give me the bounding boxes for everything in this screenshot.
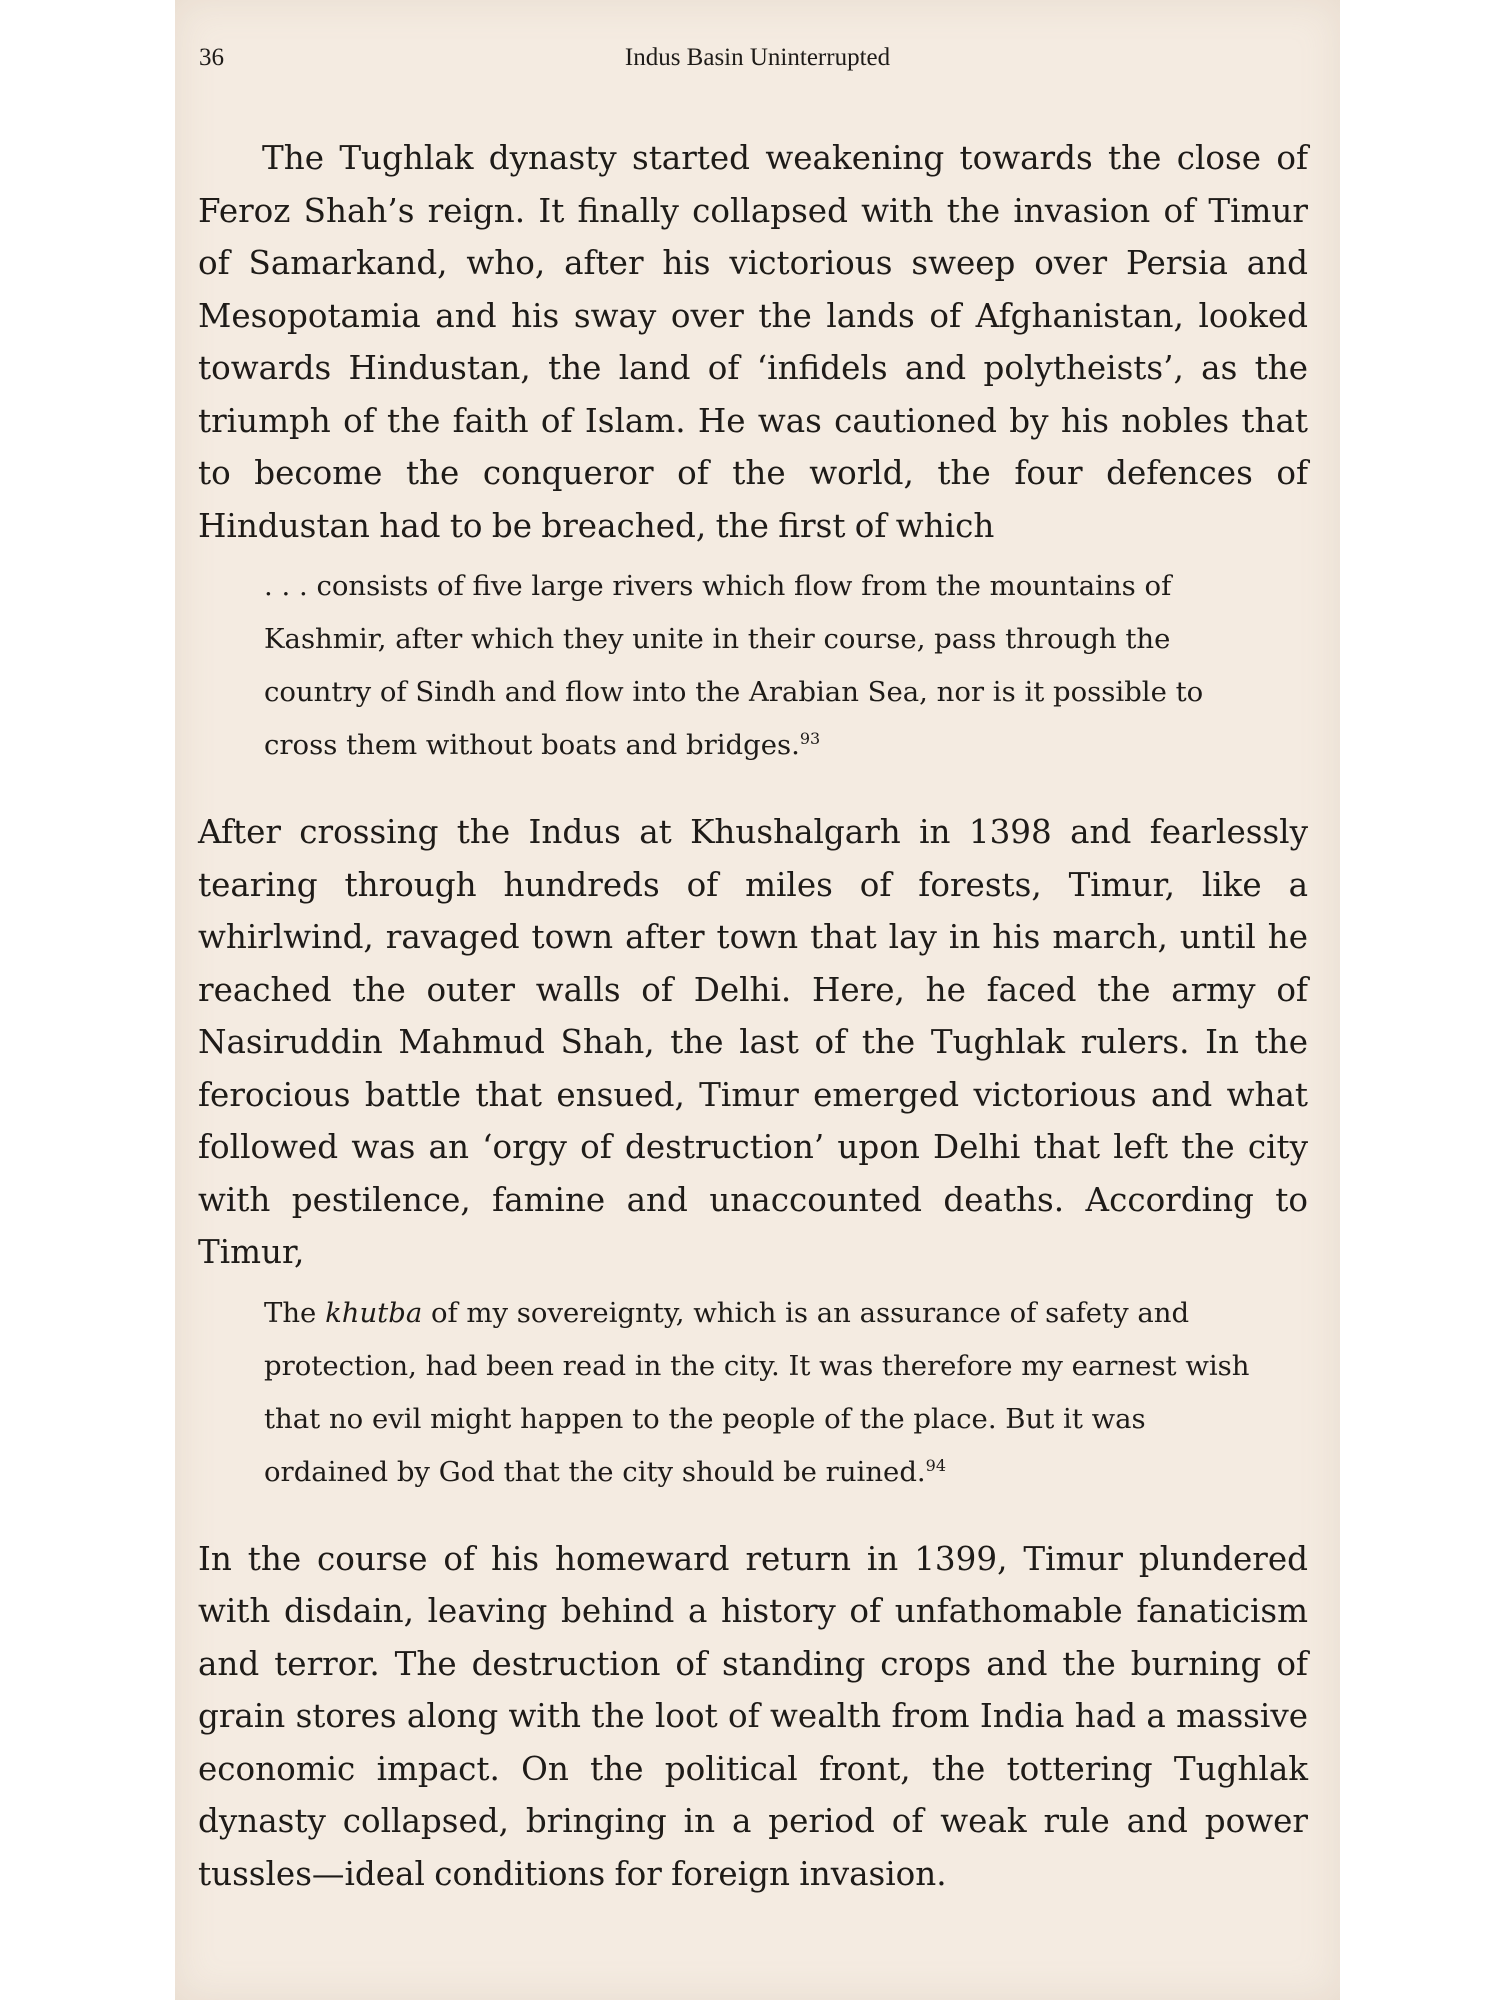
page-number: 36 bbox=[199, 44, 224, 71]
body-text bbox=[198, 132, 1308, 1900]
paragraph-timur-invasion: After crossing the Indus at Khushalgarh in 1398 and fearlessly tearing through hundreds of miles of forests, Timur, like a whirlwind, ravaged town after town that lay in his march, until he reached the outer walls of Delhi. Here, he faced the army of Nasiruddin Mahmud Shah, the last of the Tughlak rulers. In the ferocious battle that ensued, Timur emerged victorious and what followed was an ‘orgy of destruction’ upon Delhi that left the city with pestilence, famine and unaccounted deaths. According to Timur, bbox=[198, 813, 1308, 1271]
paragraph-homeward-return: In the course of his homeward return in 1399, Timur plundered with disdain, leaving behind a history of unfathomable fanaticism and terror. The destruction of standing crops and the burning of grain stores along with the loot of wealth from India had a massive economic impact. On the political front, the tottering Tughlak dynasty collapsed, bringing in a period of weak rule and power tussles—ideal conditions for foreign invasion. bbox=[198, 1539, 1308, 1893]
quote-text: of my sovereignty, which is an assurance of safety and protection, had been read in the city. It was therefore my earnest wish that no evil might happen to the people of the place. But it was ordained by God that the city should be ruined. bbox=[264, 1296, 1250, 1488]
footnote-ref-93: 93 bbox=[799, 728, 821, 748]
footnote-ref-94: 94 bbox=[925, 1455, 947, 1475]
block-quote-five-rivers bbox=[198, 560, 1308, 772]
quote-lead: The bbox=[264, 1296, 326, 1329]
paragraph-tughlak-decline: The Tughlak dynasty started weakening towards the close of Feroz Shah’s reign. It finally collapsed with the invasion of Timur of Samarkand, who, after his victorious sweep over Persia and Mesopotamia and his sway over the lands of Afghanistan, looked towards Hindustan, the land of ‘infidels and polytheists’, as the triumph of the faith of Islam. He was cautioned by his nobles that to become the conqueror of the world, the four defences of Hindustan had to be breached, the first of which bbox=[198, 139, 1308, 545]
quote-text: . . . consists of five large rivers which flow from the mountains of Kashmir, after which they unite in their course, pass through the country of Sindh and flow into the Arabian Sea, nor is it possible to cross them without boats and bridges. bbox=[264, 570, 1204, 761]
quote-term-khutba: khutba bbox=[325, 1296, 423, 1329]
running-title: Indus Basin Uninterrupted bbox=[624, 44, 891, 71]
block-quote-khutba bbox=[198, 1287, 1308, 1499]
book-page bbox=[175, 0, 1340, 2000]
running-head bbox=[199, 38, 1316, 78]
